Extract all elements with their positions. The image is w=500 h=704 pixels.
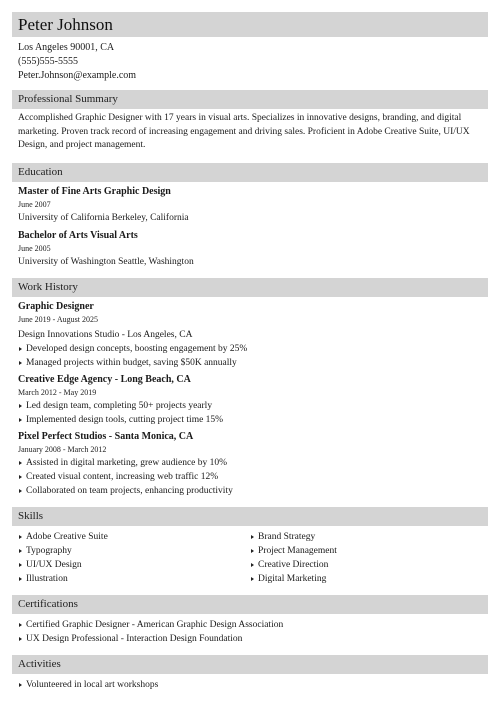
skills-column-left: [18, 530, 250, 586]
list-item: Managed projects within budget, saving $50K annually: [18, 356, 482, 370]
work-item: [18, 373, 482, 427]
list-item: Brand Strategy: [250, 530, 482, 544]
job-date: March 2012 - May 2019: [18, 387, 97, 397]
job-title: Creative Edge Agency - Long Beach, CA: [18, 373, 191, 385]
bullet-icon: [251, 563, 254, 567]
bullet-icon: [19, 404, 22, 408]
list-item: Assisted in digital marketing, grew audience by 10%: [18, 456, 482, 470]
activities-list: [12, 678, 488, 692]
list-item: Illustration: [18, 572, 250, 586]
section-certifications-heading: Certifications: [12, 595, 488, 614]
section-work-heading: Work History: [12, 278, 488, 297]
list-item: UI/UX Design: [18, 558, 250, 572]
contact-info: [12, 41, 488, 83]
list-item: Creative Direction: [250, 558, 482, 572]
list-item: Volunteered in local art workshops: [18, 678, 482, 692]
list-item: Adobe Creative Suite: [18, 530, 250, 544]
list-item: Collaborated on team projects, enhancing productivity: [18, 484, 482, 498]
bullet-icon: [19, 535, 22, 539]
section-skills-heading: Skills: [12, 507, 488, 526]
list-item: Project Management: [250, 544, 482, 558]
resume-name: Peter Johnson: [12, 12, 488, 37]
job-bullets: [18, 399, 482, 427]
section-education-heading: Education: [12, 163, 488, 182]
work-list: [12, 300, 488, 498]
bullet-icon: [19, 361, 22, 365]
list-item: Typography: [18, 544, 250, 558]
job-bullets: [18, 342, 482, 370]
job-title: Graphic Designer: [18, 300, 94, 312]
education-list: [12, 185, 488, 269]
contact-phone: (555)555-5555: [18, 56, 78, 67]
summary-text: Accomplished Graphic Designer with 17 years in visual arts. Specializes in innovative designs, branding, and digital marketing. Proven track record of increasing engagement and driving sales. Proficient in Adobe Creative Suite, UI/UX Design, and project management.: [18, 113, 470, 150]
bullet-icon: [19, 489, 22, 493]
section-summary-heading: Professional Summary: [12, 90, 488, 109]
skills-column-right: [250, 530, 482, 586]
bullet-icon: [19, 683, 22, 687]
list-item: Digital Marketing: [250, 572, 482, 586]
job-date: January 2008 - March 2012: [18, 444, 107, 454]
degree-date: June 2005: [18, 243, 51, 253]
list-item: UX Design Professional - Interaction Design Foundation: [18, 632, 482, 646]
bullet-icon: [19, 461, 22, 465]
bullet-icon: [19, 563, 22, 567]
work-item: [18, 430, 482, 498]
work-item: [18, 300, 482, 370]
bullet-icon: [19, 418, 22, 422]
resume-page: [12, 12, 488, 692]
bullet-icon: [251, 549, 254, 553]
education-item: [18, 229, 482, 269]
bullet-icon: [19, 475, 22, 479]
job-bullets: [18, 456, 482, 498]
certifications-list: [12, 618, 488, 646]
bullet-icon: [251, 535, 254, 539]
job-company: Design Innovations Studio - Los Angeles, CA: [18, 329, 193, 340]
bullet-icon: [19, 549, 22, 553]
list-item: Led design team, completing 50+ projects yearly: [18, 399, 482, 413]
degree-date: June 2007: [18, 199, 51, 209]
education-item: [18, 185, 482, 225]
list-item: Created visual content, increasing web traffic 12%: [18, 470, 482, 484]
school-name: University of California Berkeley, California: [18, 212, 189, 223]
contact-email: Peter.Johnson@example.com: [18, 70, 137, 81]
bullet-icon: [19, 623, 22, 627]
list-item: Certified Graphic Designer - American Graphic Design Association: [18, 618, 482, 632]
contact-address: Los Angeles 90001, CA: [18, 42, 115, 53]
bullet-icon: [19, 637, 22, 641]
bullet-icon: [251, 577, 254, 581]
skills-list: [12, 530, 488, 586]
degree-title: Master of Fine Arts Graphic Design: [18, 185, 171, 197]
job-title: Pixel Perfect Studios - Santa Monica, CA: [18, 430, 194, 442]
school-name: University of Washington Seattle, Washington: [18, 256, 194, 267]
job-date: June 2019 - August 2025: [18, 314, 98, 324]
list-item: Developed design concepts, boosting engagement by 25%: [18, 342, 482, 356]
bullet-icon: [19, 347, 22, 351]
bullet-icon: [19, 577, 22, 581]
section-activities-heading: Activities: [12, 655, 488, 674]
list-item: Implemented design tools, cutting project time 15%: [18, 413, 482, 427]
degree-title: Bachelor of Arts Visual Arts: [18, 229, 138, 241]
